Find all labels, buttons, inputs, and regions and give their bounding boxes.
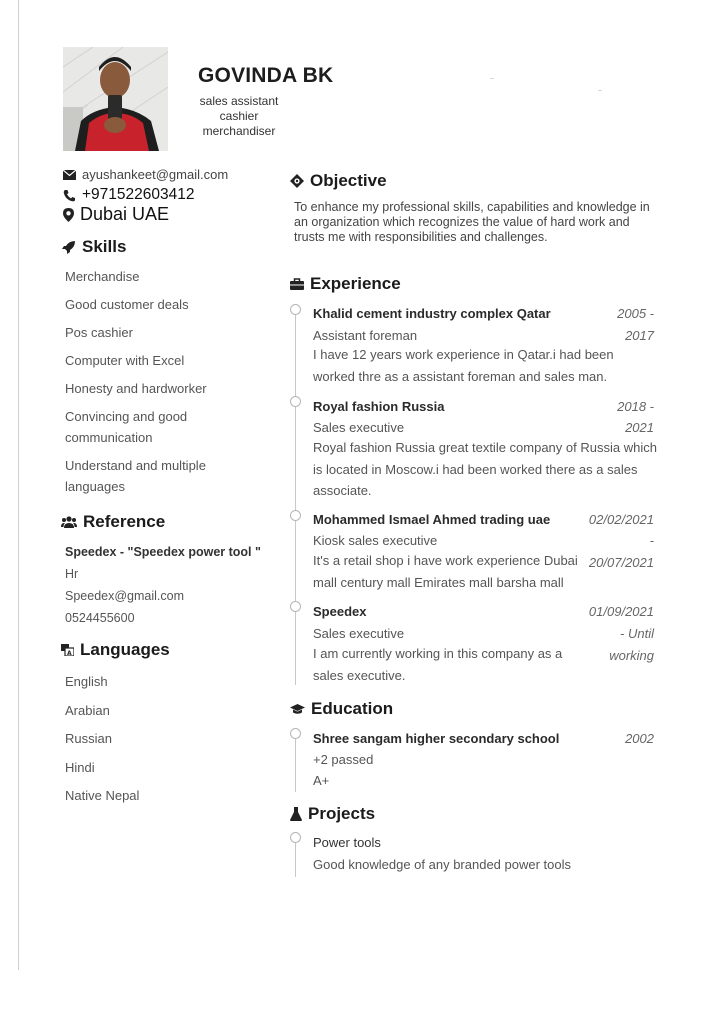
job-title: cashier bbox=[219, 109, 259, 123]
timeline-dot bbox=[290, 601, 301, 612]
contact-phone[interactable] bbox=[63, 186, 195, 204]
experience-date-start: 2018 - bbox=[617, 399, 654, 414]
experience-description: I am currently working in this company as a sales executive. bbox=[313, 646, 563, 683]
education-timeline bbox=[295, 735, 296, 792]
job-title: merchandiser bbox=[202, 124, 276, 138]
experience-role: Kiosk sales executive bbox=[313, 533, 438, 548]
experience-description: Royal fashion Russia great textile company of Russia which is located in Moscow.i had been worked there as a sales associate. bbox=[313, 440, 657, 498]
language-item: Arabian bbox=[65, 702, 110, 718]
experience-company: Khalid cement industry complex Qatar bbox=[313, 306, 551, 321]
experience-role: Sales executive bbox=[313, 626, 405, 641]
reference-name: Speedex - "Speedex power tool " bbox=[65, 545, 261, 559]
education-title: Education bbox=[311, 699, 394, 718]
skill-item: Computer with Excel bbox=[65, 353, 185, 368]
contact-email[interactable] bbox=[63, 167, 228, 182]
languages-title: Languages bbox=[80, 640, 170, 659]
timeline-dot bbox=[290, 510, 301, 521]
reference-phone[interactable]: 0524455600 bbox=[65, 611, 135, 625]
scan-speck bbox=[598, 90, 602, 91]
location-text: Dubai UAE bbox=[80, 204, 170, 224]
users-icon bbox=[61, 516, 77, 528]
phone-icon bbox=[63, 189, 76, 202]
experience-date-end: 2017 bbox=[625, 328, 654, 343]
skills-heading bbox=[62, 237, 126, 257]
language-item: Native Nepal bbox=[65, 788, 140, 803]
experience-date-end: - Until bbox=[620, 626, 654, 641]
candidate-name: GOVINDA BK bbox=[198, 64, 334, 87]
experience-date-end-2: working bbox=[609, 648, 654, 663]
job-title: sales assistant bbox=[199, 94, 279, 108]
reference-details bbox=[65, 541, 275, 629]
experience-description: It's a retail shop i have work experience Dubai mall century mall Emirates mall barsha mall bbox=[313, 553, 578, 590]
objective-heading bbox=[290, 171, 387, 191]
education-school: Shree sangam higher secondary school bbox=[313, 731, 560, 746]
projects-heading bbox=[290, 804, 375, 824]
reference-email[interactable]: Speedex@gmail.com bbox=[65, 589, 184, 603]
phone-text: +971522603412 bbox=[82, 186, 195, 203]
skill-item: Good customer deals bbox=[65, 297, 189, 312]
language-icon bbox=[61, 644, 74, 656]
skill-item: Honesty and hardworker bbox=[65, 381, 207, 396]
skill-item: Understand and multiple languages bbox=[65, 458, 206, 494]
map-pin-icon bbox=[63, 208, 74, 222]
scan-speck bbox=[490, 78, 494, 79]
language-item: Hindi bbox=[65, 759, 95, 775]
experience-date-start: 01/09/2021 bbox=[588, 604, 654, 619]
project-name: Power tools bbox=[313, 835, 381, 850]
experience-date-end-2: 20/07/2021 bbox=[588, 555, 654, 570]
experience-date-start: 02/02/2021 bbox=[588, 512, 654, 527]
contact-location bbox=[63, 204, 169, 225]
projects-timeline bbox=[295, 840, 296, 877]
envelope-icon bbox=[63, 170, 76, 180]
skills-list bbox=[65, 266, 230, 497]
experience-heading bbox=[290, 274, 401, 294]
experience-date-end: 2021 bbox=[625, 420, 654, 435]
projects-title: Projects bbox=[308, 804, 376, 823]
education-detail: +2 passed bbox=[313, 752, 374, 767]
timeline-dot bbox=[290, 832, 301, 843]
skill-item: Merchandise bbox=[65, 269, 140, 284]
experience-role: Sales executive bbox=[313, 420, 405, 435]
experience-role: Assistant foreman bbox=[313, 328, 418, 343]
experience-company: Mohammed Ismael Ahmed trading uae bbox=[313, 512, 551, 527]
flask-icon bbox=[290, 807, 302, 821]
graduation-cap-icon bbox=[290, 704, 305, 715]
page-margin-line bbox=[18, 0, 19, 970]
job-titles bbox=[180, 94, 298, 139]
experience-company: Royal fashion Russia bbox=[313, 399, 445, 414]
timeline-dot bbox=[290, 304, 301, 315]
language-item: English bbox=[65, 674, 108, 689]
project-description: Good knowledge of any branded power tools bbox=[313, 857, 572, 872]
timeline-dot bbox=[290, 728, 301, 739]
objective-title: Objective bbox=[310, 171, 387, 190]
objective-text: To enhance my professional skills, capabilities and knowledge in an organization which recognizes the value of hard work and trusts me with responsibilities and challenges. bbox=[294, 200, 650, 244]
crosshair-icon bbox=[290, 174, 304, 188]
profile-photo bbox=[63, 47, 168, 151]
experience-company: Speedex bbox=[313, 604, 367, 619]
reference-role: Hr bbox=[65, 567, 79, 581]
timeline-dot bbox=[290, 396, 301, 407]
language-item: Russian bbox=[65, 731, 112, 746]
languages-list bbox=[65, 668, 139, 811]
briefcase-icon bbox=[290, 278, 304, 290]
languages-heading bbox=[61, 640, 170, 660]
education-grade: A+ bbox=[313, 773, 330, 788]
experience-description: I have 12 years work experience in Qatar.i had been worked thre as a assistant foreman and sales man. bbox=[313, 347, 614, 384]
rocket-icon bbox=[62, 240, 76, 254]
skill-item: Convincing and good communication bbox=[65, 409, 188, 445]
svg-text:A: A bbox=[67, 650, 72, 656]
reference-heading bbox=[61, 512, 165, 532]
reference-title: Reference bbox=[83, 512, 166, 531]
experience-title: Experience bbox=[310, 274, 401, 293]
experience-timeline bbox=[295, 311, 296, 685]
skill-item: Pos cashier bbox=[65, 325, 133, 340]
education-year: 2002 bbox=[625, 731, 654, 746]
experience-date-start: 2005 - bbox=[617, 306, 654, 321]
education-heading bbox=[290, 699, 393, 719]
email-text: ayushankeet@gmail.com bbox=[82, 167, 229, 182]
experience-date-end: - bbox=[649, 533, 654, 548]
skills-title: Skills bbox=[82, 237, 127, 256]
